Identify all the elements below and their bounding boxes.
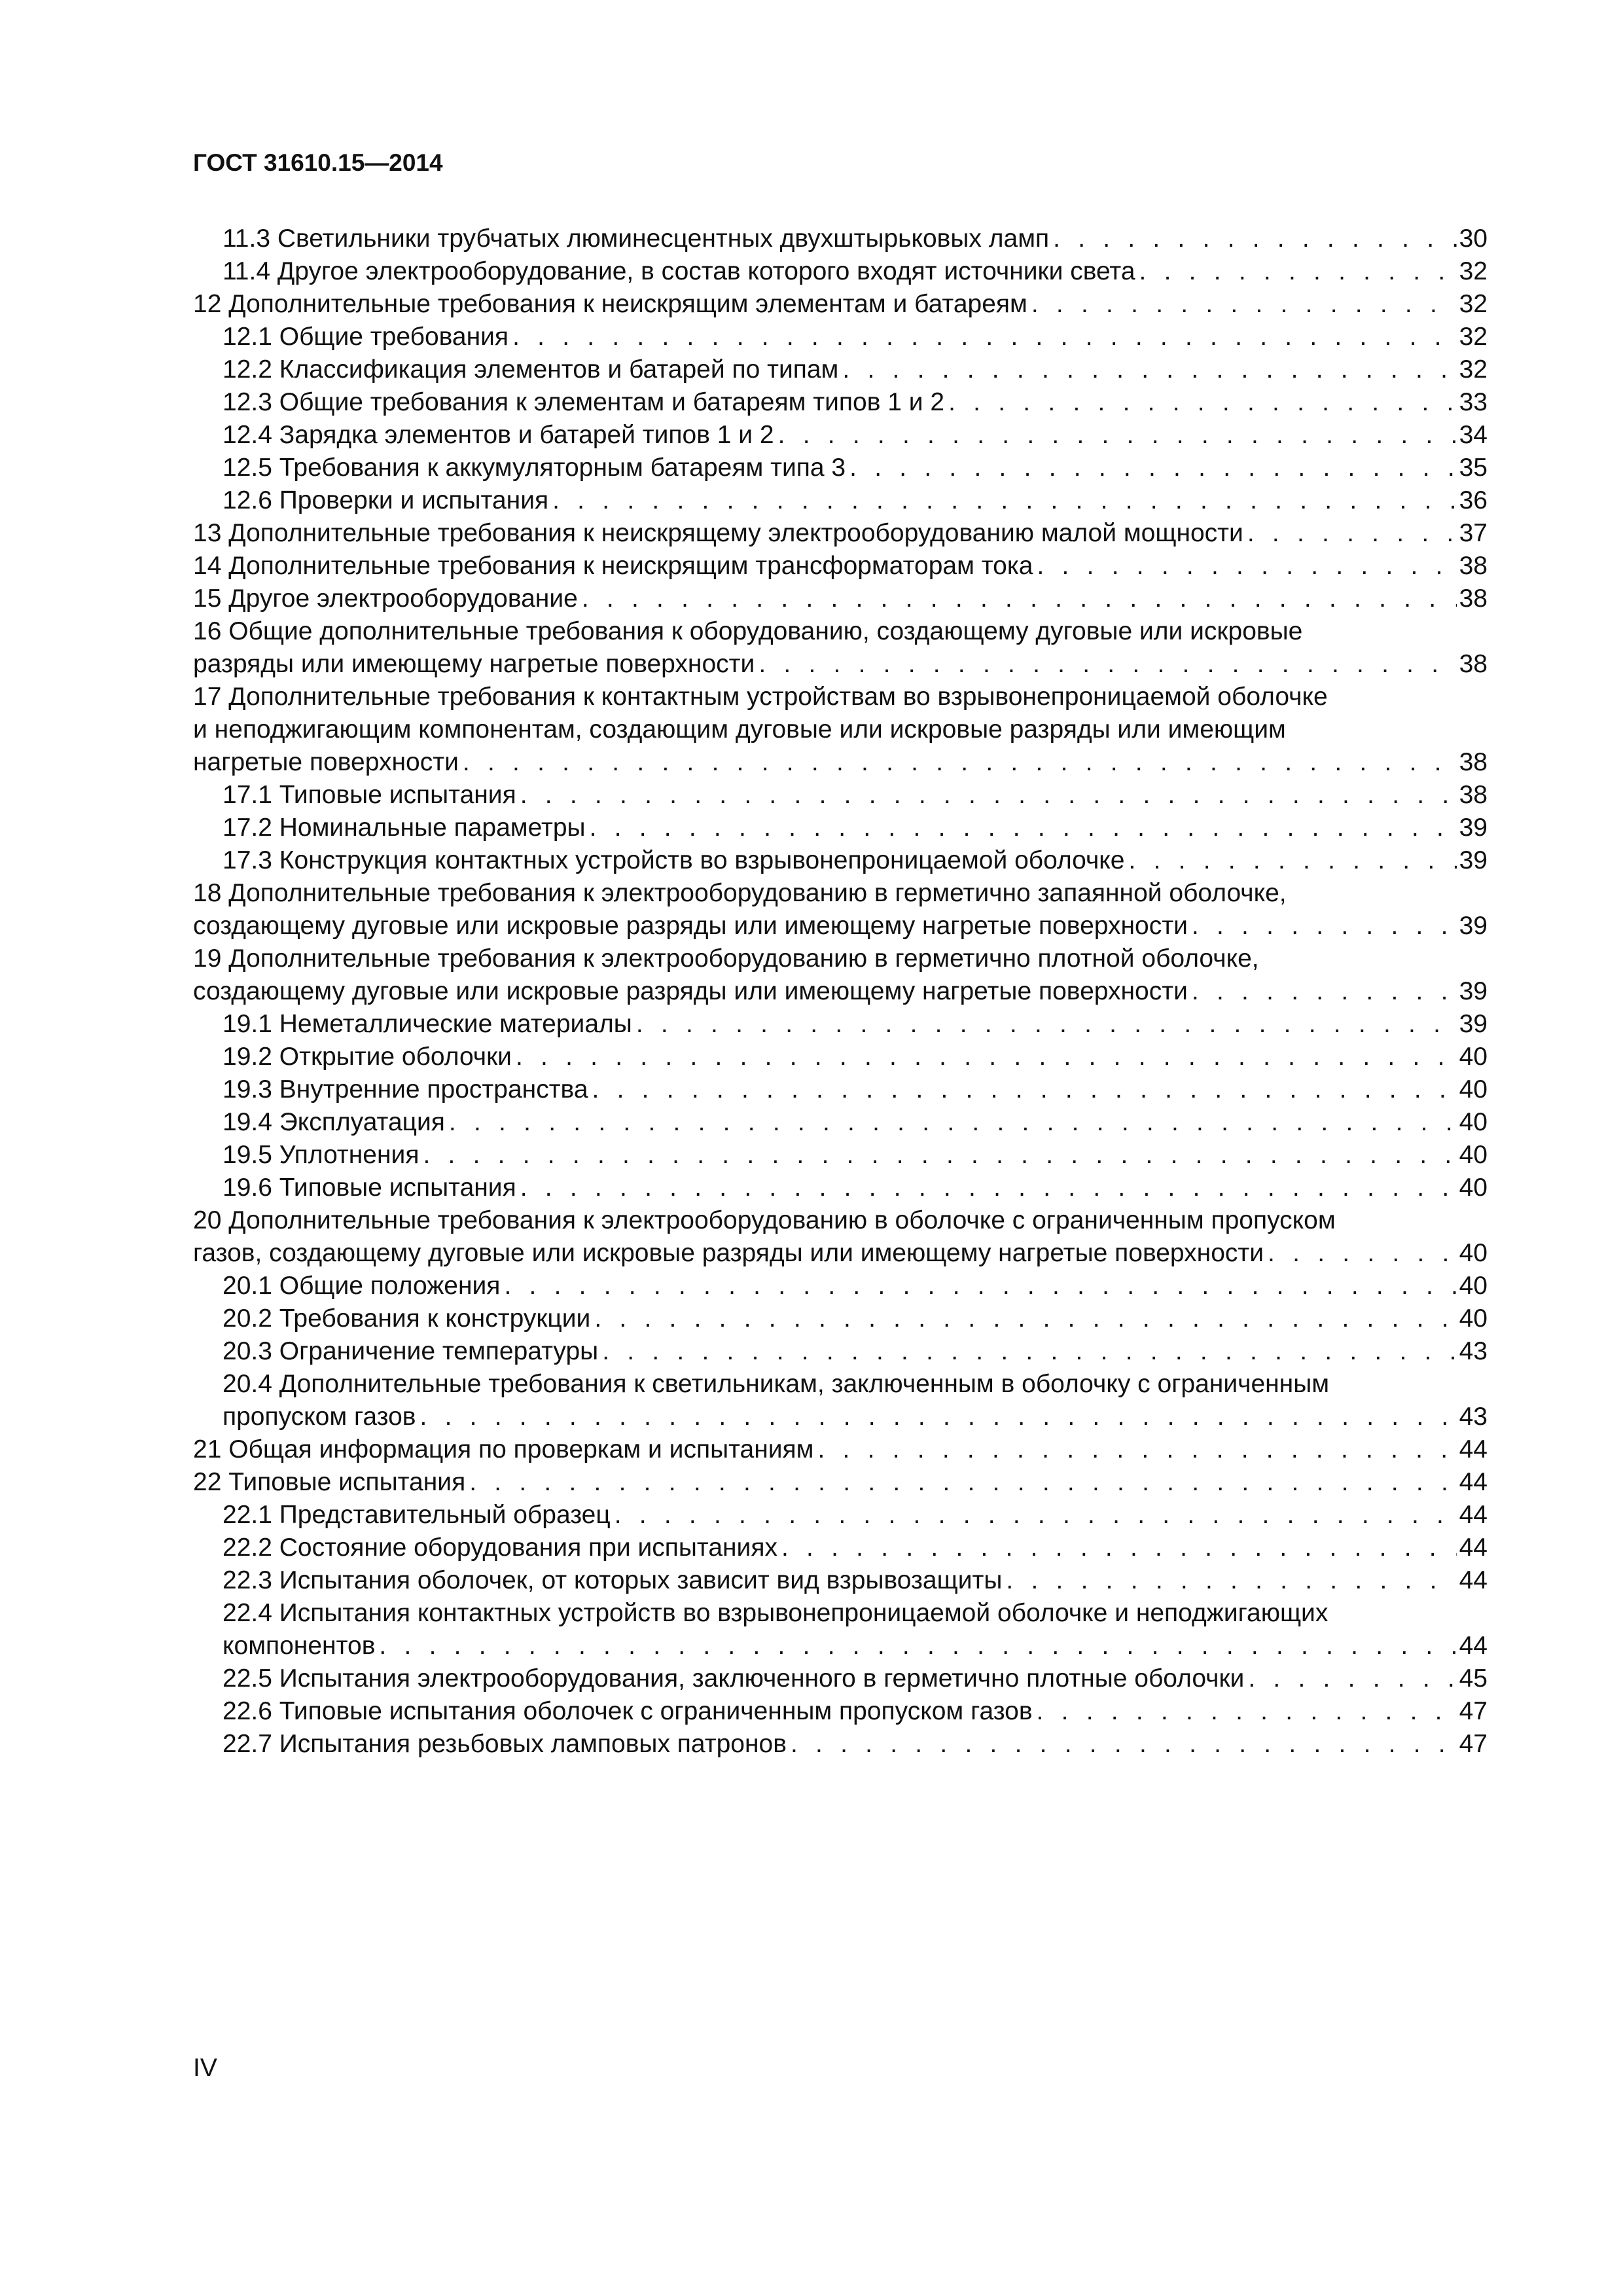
toc-entry-page: 38 <box>1459 748 1488 776</box>
toc-entry[interactable] <box>193 1073 1488 1106</box>
toc-entry[interactable] <box>193 1564 1488 1597</box>
toc-entry[interactable] <box>193 1695 1488 1728</box>
toc-entry-title: 12 Дополнительные требования к неискрящим элементам и батареям <box>193 290 1027 318</box>
dot-leader <box>846 452 1456 484</box>
dot-leader <box>459 746 1457 779</box>
toc-entry[interactable] <box>193 844 1488 877</box>
dot-leader <box>755 648 1456 681</box>
toc-entry[interactable] <box>193 1662 1488 1695</box>
toc-entry[interactable] <box>193 1204 1488 1270</box>
dot-leader <box>1027 288 1457 321</box>
toc-entry[interactable] <box>193 1106 1488 1139</box>
dot-leader <box>1135 255 1457 288</box>
toc-entry-line: 18 Дополнительные требования к электрооборудованию в герметично запаянной оболочке, <box>193 879 1287 907</box>
dot-leader <box>586 812 1457 844</box>
toc-entry-title: 20.3 Ограничение температуры <box>223 1337 599 1365</box>
toc-entry-page: 40 <box>1459 1174 1488 1202</box>
dot-leader <box>548 484 1457 517</box>
toc-entry-page: 33 <box>1459 388 1488 416</box>
dot-leader <box>787 1728 1457 1761</box>
dot-leader <box>578 583 1457 615</box>
toc-entry[interactable] <box>193 1139 1488 1172</box>
toc-entry[interactable] <box>193 386 1488 419</box>
dot-leader <box>500 1270 1456 1302</box>
toc-entry-page: 40 <box>1459 1239 1488 1267</box>
toc-entry-title: 19.5 Уплотнения <box>223 1141 419 1169</box>
toc-entry-title: разряды или имеющему нагретые поверхности <box>193 650 755 678</box>
table-of-contents <box>193 223 1488 1761</box>
toc-entry[interactable] <box>193 321 1488 353</box>
toc-entry-line: 20 Дополнительные требования к электрооборудованию в оболочке с ограниченным пропуском <box>193 1206 1336 1234</box>
toc-entry-page: 30 <box>1459 224 1488 253</box>
toc-entry[interactable] <box>193 1041 1488 1073</box>
toc-entry-title: компонентов <box>223 1632 376 1660</box>
toc-entry-title: 19.3 Внутренние пространства <box>223 1075 588 1103</box>
toc-entry[interactable] <box>193 1728 1488 1761</box>
toc-entry-page: 32 <box>1459 257 1488 285</box>
dot-leader <box>813 1433 1456 1466</box>
toc-entry-title: 15 Другое электрооборудование <box>193 584 578 613</box>
dot-leader <box>416 1401 1457 1433</box>
toc-entry-title: создающему дуговые или искровые разряды или имеющему нагретые поверхности <box>193 912 1188 940</box>
toc-entry[interactable] <box>193 1597 1488 1662</box>
toc-entry[interactable] <box>193 353 1488 386</box>
toc-entry[interactable] <box>193 779 1488 812</box>
toc-entry[interactable] <box>193 1008 1488 1041</box>
document-header: ГОСТ 31610.15—2014 <box>193 149 443 176</box>
toc-entry[interactable] <box>193 1302 1488 1335</box>
toc-entry[interactable] <box>193 1466 1488 1499</box>
dot-leader <box>944 386 1457 419</box>
toc-entry-title: 22 Типовые испытания <box>193 1468 466 1496</box>
toc-entry-title: 22.1 Представительный образец <box>223 1501 611 1529</box>
toc-entry[interactable] <box>193 288 1488 321</box>
toc-entry-title: 12.6 Проверки и испытания <box>223 486 549 514</box>
toc-entry[interactable] <box>193 681 1488 779</box>
toc-entry-page: 37 <box>1459 519 1488 547</box>
toc-entry-page: 38 <box>1459 552 1488 580</box>
toc-entry-page: 44 <box>1459 1534 1488 1562</box>
dot-leader <box>1033 550 1456 583</box>
toc-entry-title: 19.6 Типовые испытания <box>223 1174 516 1202</box>
toc-entry-title: 22.6 Типовые испытания оболочек с ограниченным пропуском газов <box>223 1697 1033 1725</box>
dot-leader <box>1125 844 1457 877</box>
toc-entry-title: 12.5 Требования к аккумуляторным батареям типа 3 <box>223 454 846 482</box>
toc-entry-title: 20.2 Требования к конструкции <box>223 1304 591 1333</box>
toc-entry[interactable] <box>193 877 1488 942</box>
dot-leader <box>1244 1662 1456 1695</box>
toc-entry-title: 20.1 Общие положения <box>223 1272 501 1300</box>
toc-entry-page: 44 <box>1459 1468 1488 1496</box>
toc-entry-page: 32 <box>1459 290 1488 318</box>
toc-entry-title: 19.2 Открытие оболочки <box>223 1043 512 1071</box>
toc-entry-title: 11.3 Светильники трубчатых люминесцентных двухштырьковых ламп <box>223 224 1050 253</box>
toc-entry-page: 34 <box>1459 421 1488 449</box>
toc-entry[interactable] <box>193 1172 1488 1204</box>
toc-entry-page: 39 <box>1459 846 1488 874</box>
dot-leader <box>419 1139 1456 1172</box>
toc-entry-title: 11.4 Другое электрооборудование, в состав которого входят источники света <box>223 257 1135 285</box>
dot-leader <box>1033 1695 1457 1728</box>
dot-leader <box>590 1302 1456 1335</box>
toc-entry-title: 12.2 Классификация элементов и батарей по типам <box>223 355 839 384</box>
toc-entry[interactable] <box>193 1532 1488 1564</box>
toc-entry-page: 39 <box>1459 814 1488 842</box>
dot-leader <box>516 779 1457 812</box>
dot-leader <box>1243 517 1457 550</box>
toc-entry-title: 17.2 Номинальные параметры <box>223 814 586 842</box>
dot-leader <box>512 1041 1457 1073</box>
dot-leader <box>838 353 1456 386</box>
toc-entry-page: 32 <box>1459 355 1488 384</box>
toc-entry-title: 22.2 Состояние оборудования при испытаниях <box>223 1534 777 1562</box>
toc-entry-page: 44 <box>1459 1501 1488 1529</box>
toc-entry-page: 39 <box>1459 977 1488 1005</box>
toc-entry[interactable] <box>193 1270 1488 1302</box>
toc-entry[interactable] <box>193 1499 1488 1532</box>
toc-entry-page: 45 <box>1459 1664 1488 1693</box>
dot-leader <box>1002 1564 1456 1597</box>
toc-entry[interactable] <box>193 419 1488 452</box>
dot-leader <box>611 1499 1457 1532</box>
toc-entry[interactable] <box>193 812 1488 844</box>
dot-leader <box>588 1073 1457 1106</box>
toc-entry[interactable] <box>193 1368 1488 1433</box>
dot-leader <box>465 1466 1456 1499</box>
toc-entry-title: 22.5 Испытания электрооборудования, заключенного в герметично плотные оболочки <box>223 1664 1245 1693</box>
toc-entry[interactable] <box>193 452 1488 484</box>
toc-entry-page: 44 <box>1459 1566 1488 1594</box>
toc-entry-title: 14 Дополнительные требования к неискрящим трансформаторам тока <box>193 552 1033 580</box>
toc-entry-line: 20.4 Дополнительные требования к светильникам, заключенным в оболочку с ограниченным <box>223 1370 1330 1398</box>
toc-entry[interactable] <box>193 583 1488 615</box>
dot-leader <box>774 419 1457 452</box>
toc-entry-title: 13 Дополнительные требования к неискрящему электрооборудованию малой мощности <box>193 519 1243 547</box>
toc-entry-page: 40 <box>1459 1108 1488 1136</box>
toc-entry-page: 40 <box>1459 1304 1488 1333</box>
toc-entry-page: 40 <box>1459 1272 1488 1300</box>
toc-entry-line: и неподжигающим компонентам, создающим дуговые или искровые разряды или имеющим <box>193 715 1286 744</box>
toc-entry-page: 38 <box>1459 584 1488 613</box>
toc-entry-title: 12.1 Общие требования <box>223 323 509 351</box>
toc-entry-page: 36 <box>1459 486 1488 514</box>
dot-leader <box>516 1172 1457 1204</box>
toc-entry-page: 47 <box>1459 1730 1488 1758</box>
toc-entry[interactable] <box>193 550 1488 583</box>
dot-leader <box>632 1008 1457 1041</box>
toc-entry-title: 22.3 Испытания оболочек, от которых зависит вид взрывозащиты <box>223 1566 1003 1594</box>
dot-leader <box>1049 223 1456 255</box>
toc-entry-page: 44 <box>1459 1632 1488 1660</box>
dot-leader <box>508 321 1457 353</box>
toc-entry-title: 17.3 Конструкция контактных устройств во взрывонепроницаемой оболочке <box>223 846 1125 874</box>
toc-entry[interactable] <box>193 223 1488 255</box>
toc-entry-page: 39 <box>1459 1010 1488 1038</box>
toc-entry-page: 43 <box>1459 1337 1488 1365</box>
toc-entry-page: 38 <box>1459 781 1488 809</box>
toc-entry[interactable] <box>193 1335 1488 1368</box>
page-number: IV <box>193 2054 217 2082</box>
toc-entry-title: нагретые поверхности <box>193 748 459 776</box>
toc-entry-page: 40 <box>1459 1141 1488 1169</box>
toc-entry[interactable] <box>193 255 1488 288</box>
dot-leader <box>777 1532 1457 1564</box>
dot-leader <box>375 1630 1456 1662</box>
toc-entry-title: газов, создающему дуговые или искровые разряды или имеющему нагретые поверхности <box>193 1239 1264 1267</box>
toc-entry-page: 40 <box>1459 1075 1488 1103</box>
toc-entry-title: пропуском газов <box>223 1403 416 1431</box>
toc-entry-page: 44 <box>1459 1435 1488 1463</box>
toc-entry-title: 22.7 Испытания резьбовых ламповых патронов <box>223 1730 787 1758</box>
toc-entry-title: 21 Общая информация по проверкам и испытаниям <box>193 1435 814 1463</box>
toc-entry[interactable] <box>193 484 1488 517</box>
toc-entry-title: 19.1 Неметаллические материалы <box>223 1010 632 1038</box>
toc-entry-page: 40 <box>1459 1043 1488 1071</box>
toc-entry-page: 39 <box>1459 912 1488 940</box>
toc-entry[interactable] <box>193 1433 1488 1466</box>
toc-entry-line: 16 Общие дополнительные требования к оборудованию, создающему дуговые или искровые <box>193 617 1303 645</box>
toc-entry-title: 12.3 Общие требования к элементам и батареям типов 1 и 2 <box>223 388 945 416</box>
toc-entry-page: 47 <box>1459 1697 1488 1725</box>
toc-entry-line: 17 Дополнительные требования к контактным устройствам во взрывонепроницаемой оболочке <box>193 683 1328 711</box>
dot-leader <box>1264 1237 1457 1270</box>
toc-entry-line: 22.4 Испытания контактных устройств во взрывонепроницаемой оболочке и неподжигающих <box>223 1599 1329 1627</box>
dot-leader <box>445 1106 1457 1139</box>
toc-entry-page: 35 <box>1459 454 1488 482</box>
dot-leader <box>1188 975 1457 1008</box>
toc-entry[interactable] <box>193 615 1488 681</box>
toc-entry-title: создающему дуговые или искровые разряды или имеющему нагретые поверхности <box>193 977 1188 1005</box>
toc-entry-title: 17.1 Типовые испытания <box>223 781 516 809</box>
dot-leader <box>598 1335 1456 1368</box>
toc-entry[interactable] <box>193 942 1488 1008</box>
toc-entry-page: 43 <box>1459 1403 1488 1431</box>
toc-entry-page: 38 <box>1459 650 1488 678</box>
toc-entry[interactable] <box>193 517 1488 550</box>
toc-entry-page: 32 <box>1459 323 1488 351</box>
toc-entry-title: 19.4 Эксплуатация <box>223 1108 445 1136</box>
dot-leader <box>1188 910 1457 942</box>
toc-entry-line: 19 Дополнительные требования к электрооборудованию в герметично плотной оболочке, <box>193 944 1259 973</box>
toc-entry-title: 12.4 Зарядка элементов и батарей типов 1 и 2 <box>223 421 774 449</box>
